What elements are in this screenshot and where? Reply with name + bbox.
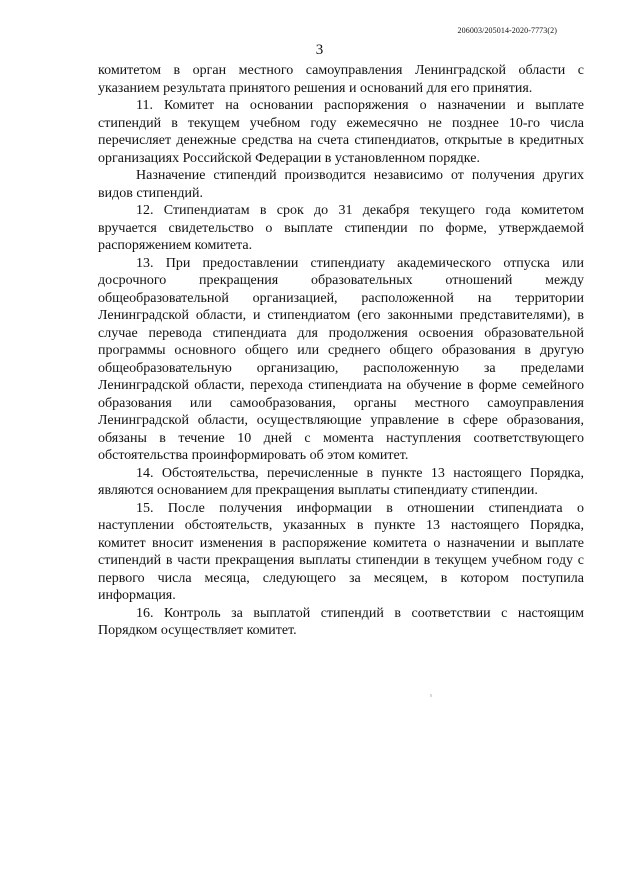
paragraph-10-continuation: комитетом в орган местного самоуправления Ленинградской области с указанием результата принятого решения и оснований для его принятия.: [98, 63, 584, 96]
paragraph-11-note: Назначение стипендий производится независимо от получения других видов стипендий.: [98, 168, 584, 201]
paragraph-16: 16. Контроль за выплатой стипендий в соответствии с настоящим Порядком осуществляет комитет.: [98, 605, 584, 638]
document-id: 206003/205014-2020-7773(2): [457, 26, 557, 35]
paragraph-12: 12. Стипендиатам в срок до 31 декабря текущего года комитетом вручается свидетельство о выплате стипендии по форме, утверждаемой распоряжением комитета.: [98, 203, 584, 253]
paragraph-11: 11. Комитет на основании распоряжения о назначении и выплате стипендий в текущем учебном году ежемесячно не позднее 10-го числа перечисляет денежные средства на счета стипендиатов, открытые в кредитных организациях Российской Федерации в установленном порядке.: [98, 98, 584, 166]
paragraph-15: 15. После получения информации в отношении стипендиата о наступлении обстоятельств, указанных в пункте 13 настоящего Порядка, комитет вносит изменения в распоряжение комитета о назначении и выплате стипендий в части прекращения выплаты стипендии в текущем учебном году с первого числа месяца, следующего за месяцем, в котором поступила информация.: [98, 500, 584, 603]
page-number: 3: [315, 42, 324, 58]
scan-speck: [430, 694, 432, 697]
paragraph-13: 13. При предоставлении стипендиату академического отпуска или досрочного прекращения образовательных отношений между общеобразовательной организацией, расположенной на территории Ленинградской области, и стипендиатом (его законными представителями), в случае перевода стипендиата для продолжения освоения образовательной программы основного общего или среднего общего образования в другую общеобразовательную организацию, расположенную за пределами Ленинградской области, перехода стипендиата на обучение в форме семейного образования или самообразования, органы местного самоуправления Ленинградской области, осуществляющие управление в сфере образования, обязаны в течение 10 дней с момента наступления соответствующего обстоятельства проинформировать об этом комитет.: [98, 255, 584, 463]
paragraph-14: 14. Обстоятельства, перечисленные в пункте 13 настоящего Порядка, являются основанием для прекращения выплаты стипендиату стипендии.: [98, 465, 584, 498]
document-body: [98, 62, 584, 640]
